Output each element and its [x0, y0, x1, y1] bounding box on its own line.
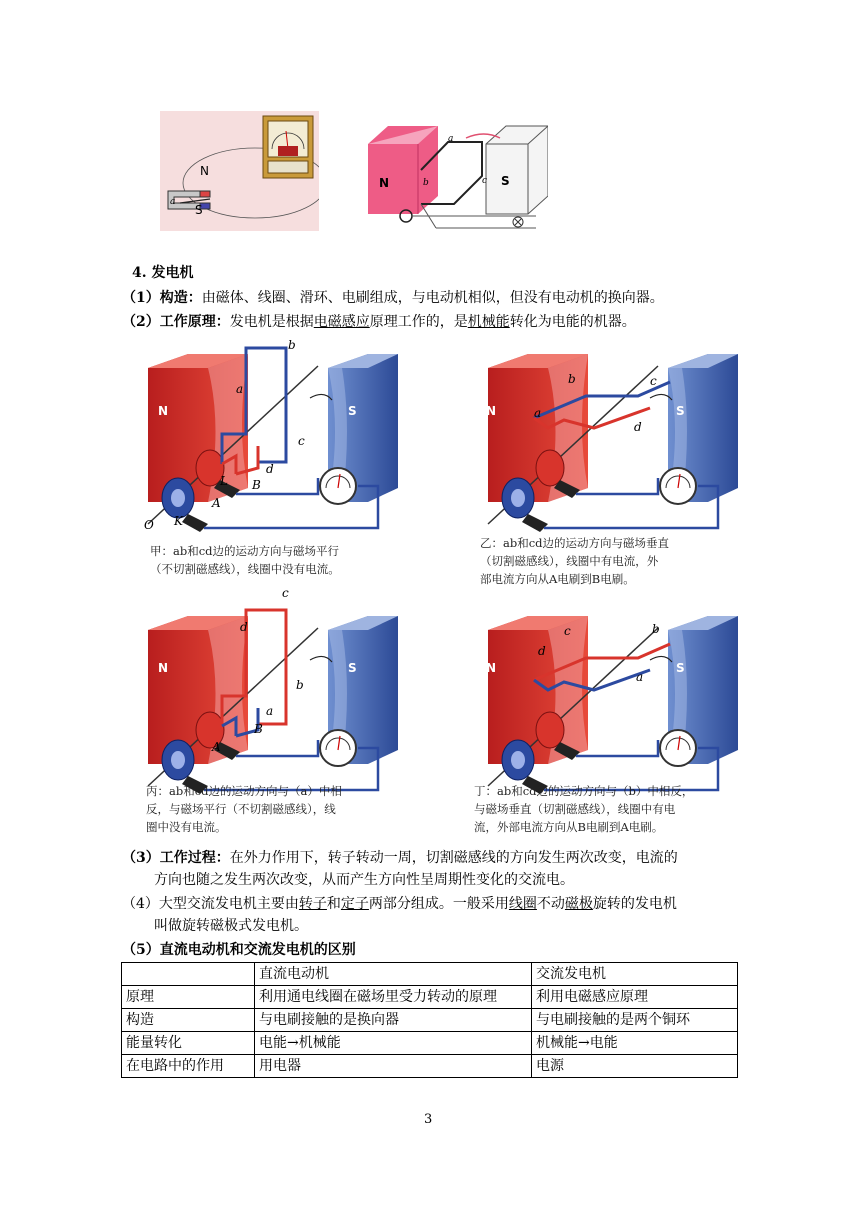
- ding-label-c: c: [564, 624, 571, 638]
- table-header-cell: [122, 963, 255, 986]
- table-cell: 构造: [122, 1009, 255, 1032]
- item-principle-label: （2）工作原理：: [122, 314, 230, 330]
- induction-photo-drawing: [160, 111, 319, 231]
- item-process-line-2: 方向也随之发生两次改变，从而产生方向性呈周期性变化的交流电。: [154, 872, 574, 888]
- item-large-generator-underline-1: 转子: [298, 896, 327, 912]
- item-principle-underline-2: 机械能: [467, 314, 510, 330]
- item-large-generator-text-1: （4）大型交流发电机主要由: [122, 896, 299, 912]
- ding-label-a: a: [636, 670, 644, 684]
- item-structure: [122, 288, 664, 308]
- panel-ding-S: S: [676, 661, 685, 675]
- jia-label-d: d: [266, 462, 274, 476]
- item-large-generator-underline-3: 线圈: [508, 896, 537, 912]
- table-row: [122, 986, 738, 1009]
- caption-bing-line-1: 丙：ab和cd边的运动方向与（a）中相: [146, 784, 342, 798]
- bing-label-A: A: [212, 740, 221, 754]
- jia-label-K: K: [174, 514, 183, 528]
- item-large-generator-text-2: 和: [326, 896, 341, 912]
- yi-label-a: a: [534, 406, 542, 420]
- motor-diagram: [366, 120, 548, 232]
- jia-label-a: a: [236, 382, 244, 396]
- table-cell: 利用通电线圈在磁场里受力转动的原理: [255, 986, 532, 1009]
- comparison-table: [121, 962, 738, 1078]
- bing-label-b: b: [296, 678, 304, 692]
- item-principle-text-3: 转化为电能的机器。: [509, 314, 636, 330]
- caption-yi-line-3: 部电流方向从A电刷到B电刷。: [480, 572, 635, 586]
- item-large-generator-underline-4: 磁极: [564, 896, 593, 912]
- label-N: N: [379, 176, 390, 190]
- jia-label-B: B: [252, 478, 261, 492]
- table-cell: 与电刷接触的是换向器: [255, 1009, 532, 1032]
- item-structure-label: （1）构造：: [122, 290, 202, 306]
- table-row: [122, 1032, 738, 1055]
- table-cell: 在电路中的作用: [122, 1055, 255, 1078]
- table-cell: 利用电磁感应原理: [532, 986, 738, 1009]
- item-comparison-heading: （5）直流电动机和交流发电机的区别: [122, 942, 356, 958]
- generator-figures: [128, 338, 740, 840]
- jia-label-A: A: [212, 496, 221, 510]
- panel-yi-N: N: [486, 404, 497, 418]
- label-S: S: [501, 174, 510, 188]
- bing-label-a: a: [266, 704, 274, 718]
- item-structure-text: 由磁体、线圈、滑环、电刷组成，与电动机相似，但没有电动机的换向器。: [201, 290, 664, 306]
- jia-label-L: L: [220, 474, 228, 488]
- item-large-generator-line-2: 叫做旋转磁极式发电机。: [154, 918, 308, 934]
- jia-label-O: O: [144, 518, 154, 532]
- table-cell: 用电器: [255, 1055, 532, 1078]
- item-process-label: （3）工作过程：: [122, 850, 230, 866]
- label-b: b: [423, 178, 429, 188]
- generator-figures-drawing: [128, 338, 740, 840]
- item-large-generator-underline-2: 定子: [340, 896, 369, 912]
- induction-photo: [160, 111, 319, 231]
- ding-label-d: d: [538, 644, 546, 658]
- table-header-row: [122, 963, 738, 986]
- table-cell: 电源: [532, 1055, 738, 1078]
- caption-yi-line-2: （切割磁感线），线圈中有电流，外: [480, 554, 659, 568]
- caption-ding-line-2: 与磁场垂直（切割磁感线），线圈中有电: [474, 802, 676, 816]
- yi-label-b: b: [568, 372, 576, 386]
- label-c: c: [482, 176, 488, 186]
- table-header-cell: 直流电动机: [255, 963, 532, 986]
- caption-jia-line-1: 甲：ab和cd边的运动方向与磁场平行: [150, 544, 340, 558]
- label-S: S: [195, 203, 203, 217]
- caption-ding-line-3: 流，外部电流方向从B电刷到A电刷。: [474, 820, 664, 834]
- panel-jia-N: N: [158, 404, 169, 418]
- yi-label-c: c: [650, 374, 657, 388]
- caption-jia-line-2: （不切割磁感线），线圈中没有电流。: [150, 562, 340, 576]
- table-cell: 能量转化: [122, 1032, 255, 1055]
- table-row: [122, 1009, 738, 1032]
- bing-label-d: d: [240, 620, 248, 634]
- table-cell: 与电刷接触的是两个铜环: [532, 1009, 738, 1032]
- item-large-generator: [122, 894, 677, 914]
- caption-bing: [146, 782, 342, 836]
- item-large-generator-text-4: 不动: [536, 896, 565, 912]
- bing-label-c: c: [282, 586, 289, 600]
- item-principle-text-2: 原理工作的，是: [369, 314, 468, 330]
- label-a: a: [170, 197, 176, 207]
- jia-label-b: b: [288, 338, 296, 352]
- item-process-line-1: 在外力作用下，转子转动一周，切割磁感线的方向发生两次改变，电流的: [229, 850, 678, 866]
- caption-yi: [480, 534, 669, 588]
- item-principle-text-1: 发电机是根据: [229, 314, 314, 330]
- caption-yi-line-1: 乙：ab和cd边的运动方向与磁场垂直: [480, 536, 670, 550]
- item-principle: [122, 312, 636, 332]
- ding-label-b: b: [652, 622, 660, 636]
- table-cell: 电能→机械能: [255, 1032, 532, 1055]
- label-a: a: [448, 134, 454, 144]
- panel-ding-N: N: [486, 661, 497, 675]
- item-large-generator-text-3: 两部分组成。一般采用: [368, 896, 509, 912]
- table-cell: 原理: [122, 986, 255, 1009]
- label-N: N: [200, 164, 209, 178]
- panel-jia-S: S: [348, 404, 357, 418]
- caption-bing-line-3: 圈中没有电流。: [146, 820, 227, 834]
- jia-label-c: c: [298, 434, 305, 448]
- motor-diagram-drawing: [366, 120, 548, 232]
- table-header-cell: 交流发电机: [532, 963, 738, 986]
- table-row: [122, 1055, 738, 1078]
- caption-bing-line-2: 反，与磁场平行（不切割磁感线），线: [146, 802, 336, 816]
- page-number: 3: [424, 1112, 433, 1127]
- bing-label-B: B: [254, 722, 263, 736]
- yi-label-d: d: [634, 420, 642, 434]
- section-heading: 4. 发电机: [132, 265, 194, 281]
- panel-bing-S: S: [348, 661, 357, 675]
- item-principle-underline-1: 电磁感应: [313, 314, 370, 330]
- item-large-generator-text-5: 旋转的发电机: [592, 896, 677, 912]
- table-cell: 机械能→电能: [532, 1032, 738, 1055]
- panel-bing-N: N: [158, 661, 169, 675]
- caption-ding-line-1: 丁：ab和cd边的运动方向与（b）中相反，: [474, 784, 694, 798]
- panel-yi-S: S: [676, 404, 685, 418]
- item-process: [122, 848, 678, 868]
- caption-ding: [474, 782, 693, 836]
- caption-jia: [150, 542, 340, 578]
